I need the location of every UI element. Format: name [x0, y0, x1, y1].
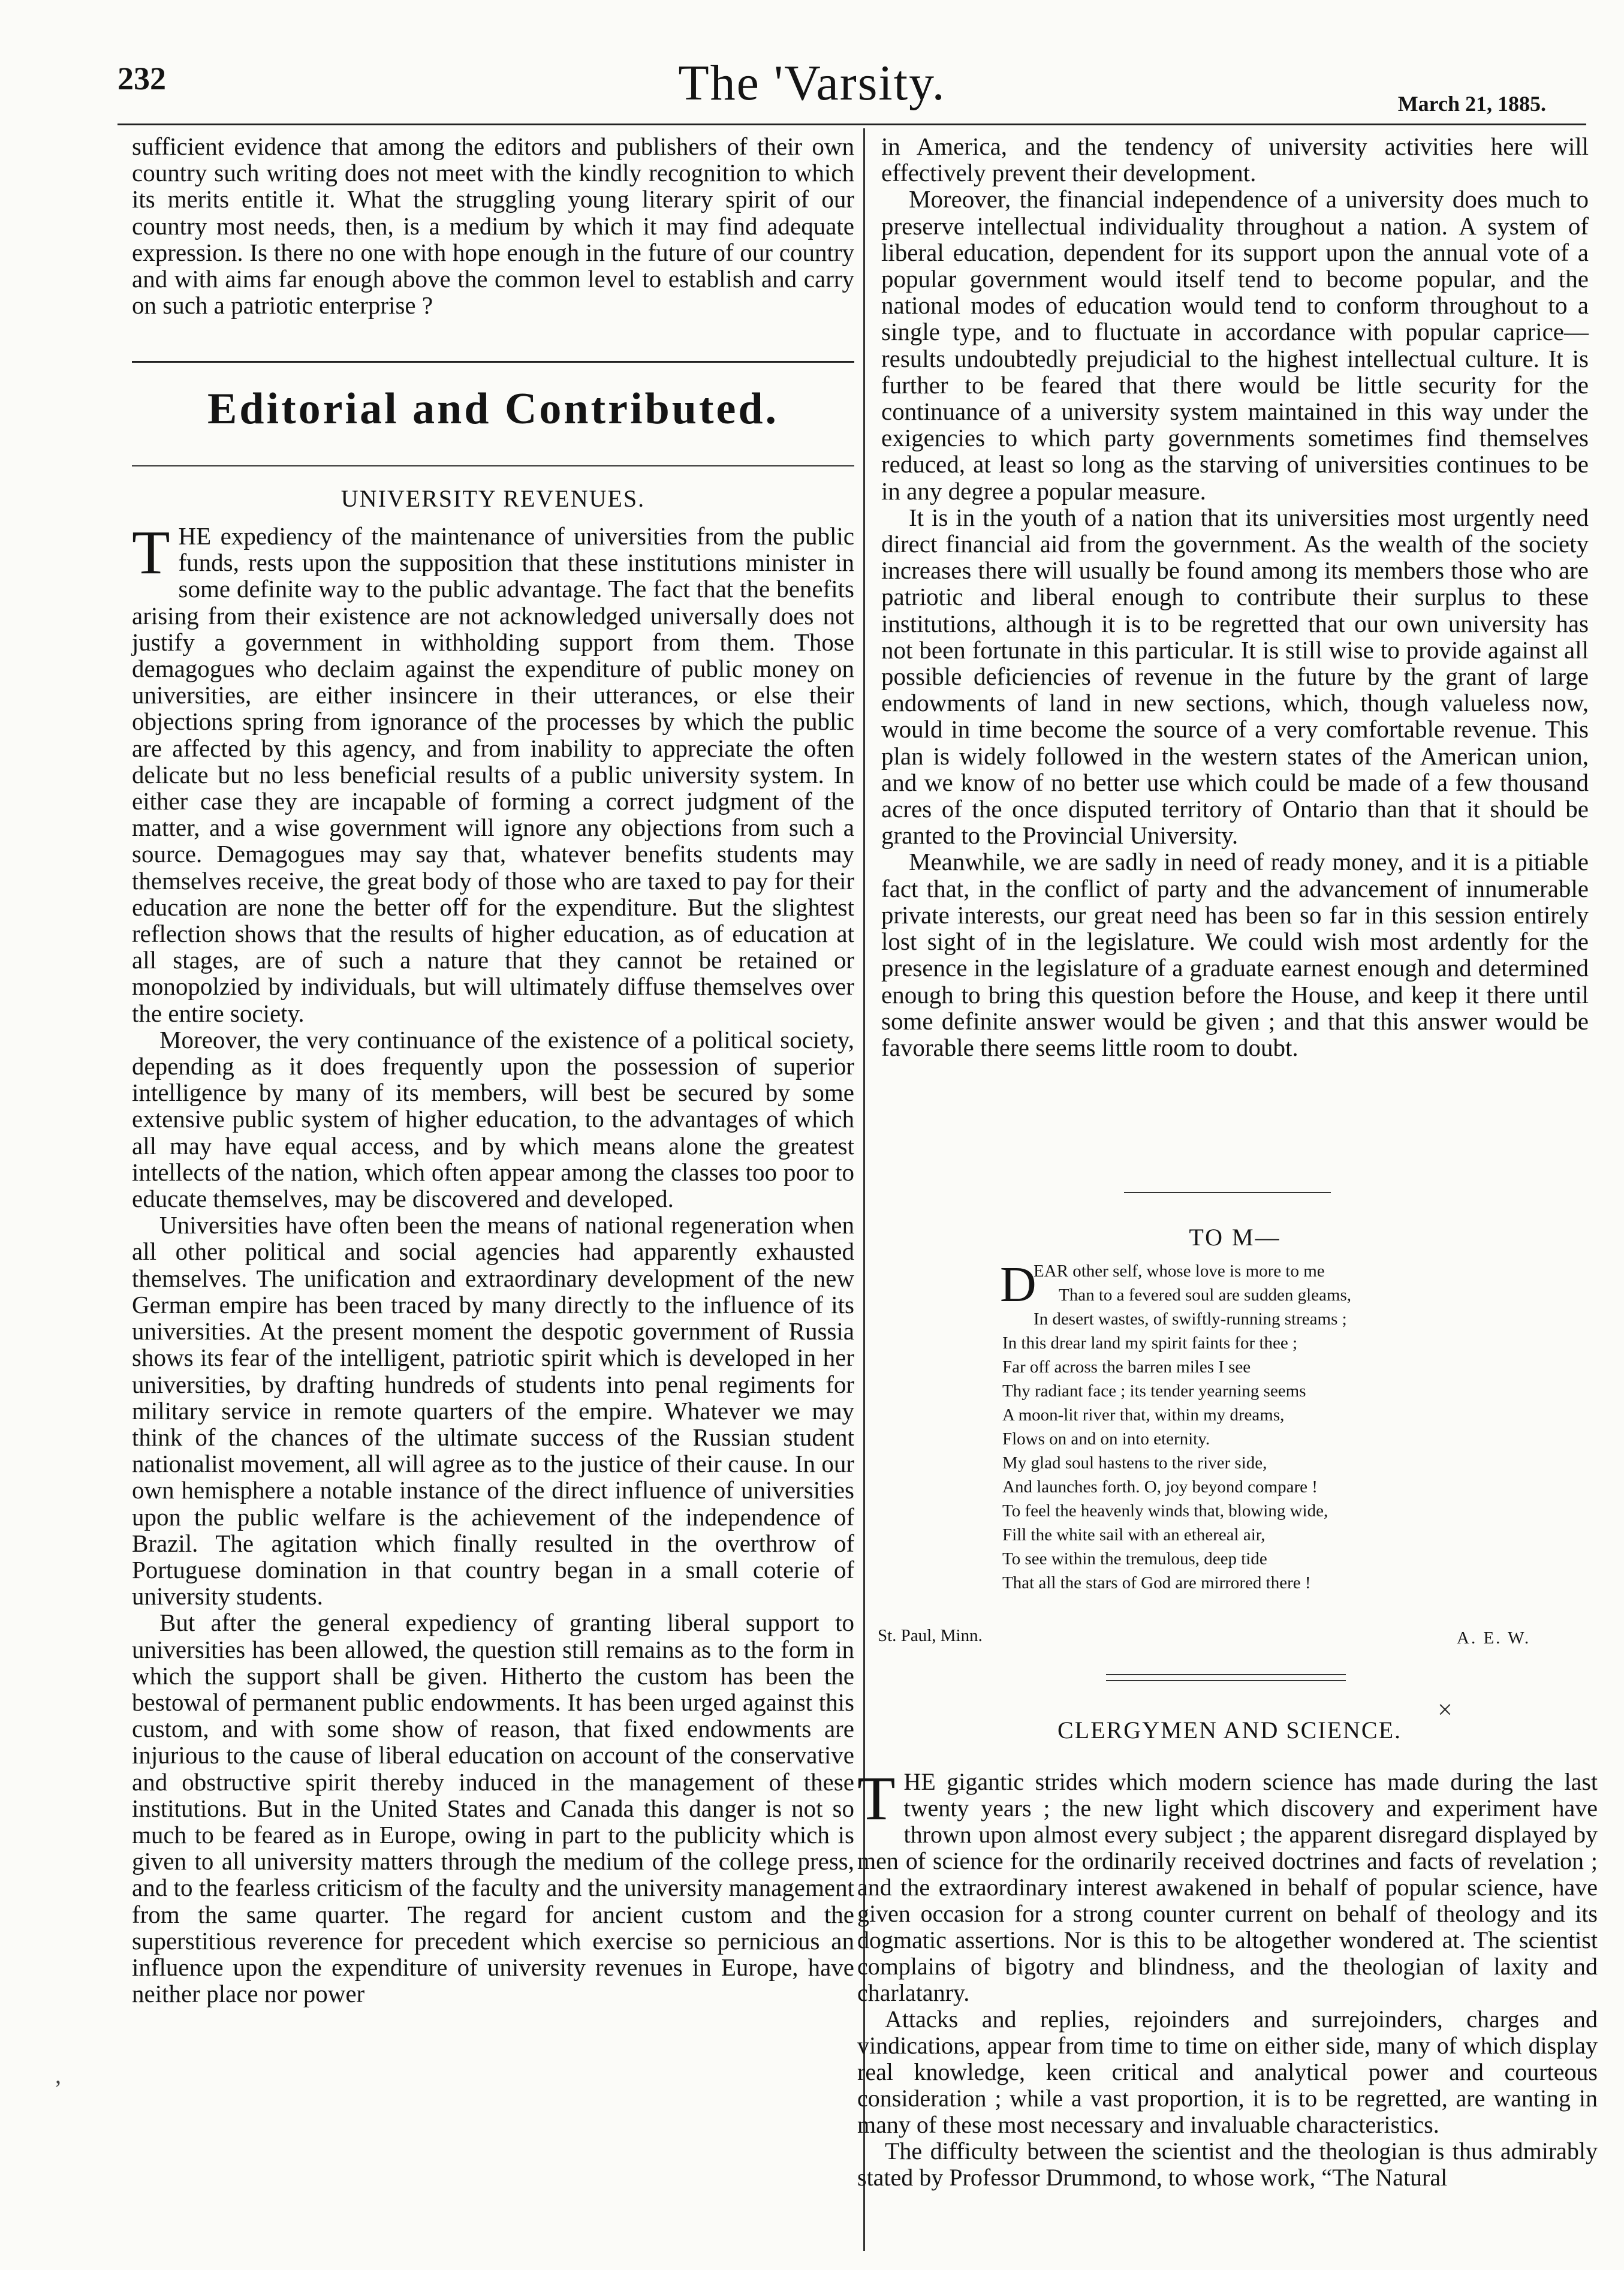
article-paragraph: Moreover, the financial independence of a university does much to preserve intellectual individuality throughout a nation. A system of liberal education, dependent for its support upon the annual vote of a popular government would itself tend to become popular, and the national modes of education would tend to conform throughout to a single type, and to fluctuate in accordance with popular caprice—results undoubtedly prejudicial to the highest intellectual culture. It is further to be feared that there would be little security for the continuance of a university system maintained in this way under the exigencies to which party governments sometimes find themselves reduced, at least so long as the starving of universities continues to be in any degree a popular measure. [881, 185, 1589, 505]
drop-cap: T [132, 518, 170, 587]
poem-line: EAR other self, whose love is more to me [1034, 1262, 1325, 1281]
article-paragraph: in America, and the tendency of university activities here will effectively prevent their development. [881, 133, 1589, 187]
left-column-top [132, 133, 854, 318]
article-clergymen-body [857, 1764, 1598, 2191]
masthead-title: The 'Varsity. [678, 55, 946, 111]
article-paragraph [857, 1764, 1598, 2006]
article-paragraph: It is in the youth of a nation that its universities most urgently need direct financial aid from the government. As the wealth of the society increases there will usually be found among its members those who are patriotic and liberal enough to contribute their surplus to these institutions, although it is to be regretted that our own university has not been fortunate in this particular. It is still wise to provide against all possible deficiencies of revenue in the future by the grant of large endowments of land in new sections, which, though valueless now, would in time become the source of a very comfortable revenue. This plan is widely followed in the western states of the American union, and we know of no better use which could be made of a few thousand acres of the once disputed territory of Ontario than that it should be granted to the Provincial University. [881, 503, 1589, 850]
article-paragraph-text: HE gigantic strides which modern science has made during the last twenty years ; the new light which discovery and experiment have thrown upon almost every subject ; the apparent disregard displayed by men of science for the ordinarily received doctrines and facts of revelation ; and the extraordinary interest awakened in behalf of popular science, have given occasion for a strong counter current on behalf of theology and its dogmatic assertions. Nor is this to be altogether wondered at. The scientist complains of bigotry and blindness, and the theologian of laxity and charlatanry. [857, 1768, 1598, 2006]
header-rule [117, 124, 1586, 125]
poem-title: TO M— [1189, 1224, 1281, 1251]
poem-line: To see within the tremulous, deep tide [1002, 1549, 1267, 1568]
poem-line: Flows on and on into eternity. [1002, 1429, 1210, 1449]
article-revenues-body [132, 518, 854, 2008]
article-paragraph [132, 518, 854, 1027]
cross-mark: × [1438, 1695, 1453, 1724]
poem-line: Fill the white sail with an ethereal air, [1002, 1525, 1266, 1545]
section-rule-top [132, 361, 854, 363]
page-number: 232 [117, 61, 166, 97]
issue-date: March 21, 1885. [1397, 92, 1546, 116]
margin-mark: ’ [54, 2075, 62, 2102]
article-revenues-continuation [881, 133, 1589, 1061]
article-paragraph-text: HE expediency of the maintenance of universities from the public funds, rests upon the supposition that these institutions minister in some definite way to the public advantage. The fact that the benefits arising from their existence are not acknowledged universally does not justify a government in withholding support from them. Those demagogues who declaim against the expenditure of public money on universities, are either insincere in their utterances, or else their objections spring from ignorance of the processes by which the public are affected by this agency, and from inability to appreciate the often delicate but no less beneficial results of a public university system. In either case they are incapable of forming a correct judgment of the matter, and a wise government will ignore any objections from such a source. Demagogues may say that, whatever benefits students may themselves receive, the great body of those who are taxed to pay for their education are none the better off for the expenditure. But the slightest reflection shows that the results of higher education, as of education at all stages, are of such a nature that they cannot be retained or monopolzied by individuals, but will ultimately diffuse themselves over the entire society. [132, 522, 854, 1027]
poem-place: St. Paul, Minn. [878, 1626, 983, 1645]
article-paragraph: Universities have often been the means of national regeneration when all other political and social agencies had apparently exhausted themselves. The unification and extraordinary development of the new German empire has been traced by many directly to the influence of its universities. At the present moment the despotic government of Russia shows its fear of the intelligent, patriotic spirit which is developed in her universities, by drafting hundreds of students into penal regiments for military service in remote quarters of the empire. Whatever we may think of the chances of the ultimate success of the Russian student nationalist movement, all will agree as to the justice of their cause. In our own hemisphere a notable instance of the direct influence of universities upon the public welfare is the achievement of the independence of Brazil. The agitation which finally resulted in the overthrow of Portuguese domination in that country began in a small coterie of university students. [132, 1211, 854, 1610]
drop-cap: T [857, 1764, 896, 1833]
poem-line: Than to a fevered soul are sudden gleams, [1059, 1285, 1351, 1305]
poem-line: Thy radiant face ; its tender yearning seems [1002, 1381, 1306, 1401]
poem-line: A moon-lit river that, within my dreams, [1002, 1405, 1285, 1425]
article-paragraph: Moreover, the very continuance of the existence of a political society, depending as it does frequently upon the possession of superior intelligence by many of its members, will best be secured by some extensive public system of higher education, to the advantages of which all may have equal access, and by which means alone the greatest intellects of the nation, which often appear among the classes too poor to educate themselves, may be discovered and developed. [132, 1025, 854, 1213]
clergy-rule-bottom [1106, 1680, 1346, 1681]
poem-signature: A. E. W. [1457, 1628, 1531, 1648]
article-paragraph: Meanwhile, we are sadly in need of ready money, and it is a pitiable fact that, in the conflict of party and the advancement of innumerable private interests, our great need has been so far in this session entirely lost sight of in the legislature. We could wish most ardently for the presence in the legislature of a graduate earnest enough and determined enough to bring this question before the House, and keep it there until some definite answer would be given ; and that this answer would be favorable there seems little room to doubt. [881, 848, 1589, 1061]
poem-line: That all the stars of God are mirrored there ! [1002, 1573, 1311, 1592]
poem-line: And launches forth. O, joy beyond compare ! [1002, 1477, 1318, 1497]
poem-line: In this drear land my spirit faints for thee ; [1002, 1333, 1298, 1353]
clergy-rule-top [1106, 1674, 1346, 1675]
article-paragraph: Attacks and replies, rejoinders and surrejoinders, charges and vindications, appear from time to time on either side, many of which display real knowledge, keen critical and analytical power and courteous consideration ; while a vast proportion, it is to be regretted, are wanting in many of these most necessary and invaluable characteristics. [857, 2006, 1598, 2138]
continued-paragraph: sufficient evidence that among the editors and publishers of their own country such writing does not meet with the kindly recognition to which its merits entitle it. What the struggling young literary spirit of our country most needs, then, is a medium by which it may find adequate expression. Is there no one with hope enough in the future of our country and with aims far enough above the common level to establish and carry on such a patriotic enterprise ? [132, 133, 854, 320]
article-paragraph: The difficulty between the scientist and the theologian is thus admirably stated by Professor Drummond, to whose work, “The Natural [857, 2137, 1598, 2191]
poem-line: In desert wastes, of swiftly-running streams ; [1034, 1309, 1347, 1329]
section-rule-bottom [132, 465, 854, 466]
poem-drop-cap: D [1000, 1257, 1037, 1312]
article-paragraph: But after the general expediency of granting liberal support to universities has been allowed, the question still remains as to the form in which the support shall be given. Hitherto the custom has been the bestowal of permanent public endowments. It has been urged against this custom, and with some show of reason, that fixed endowments are injurious to the cause of liberal education on account of the conservative and obstructive spirit thereby induced in the management of these institutions. But in the United States and Canada this danger is not so much to be feared as in Europe, owing in part to the publicity which is given to all university matters through the medium of the college press, and to the fearless criticism of the faculty and the university management from the same quarter. The regard for ancient custom and the superstitious reverence for precedent which exercise so pernicious an influence upon the expenditure of university revenues in Europe, have neither place nor power [132, 1609, 854, 2008]
poem-rule-top [1124, 1192, 1331, 1193]
article-title-revenues: UNIVERSITY REVENUES. [341, 485, 646, 512]
poem-line: To feel the heavenly winds that, blowing wide, [1002, 1501, 1328, 1521]
poem-line: My glad soul hastens to the river side, [1002, 1453, 1267, 1473]
section-heading: Editorial and Contributed. [207, 384, 779, 433]
poem-line: Far off across the barren miles I see [1002, 1357, 1251, 1377]
page-header [0, 0, 1624, 120]
article-title-clergymen: CLERGYMEN AND SCIENCE. [1057, 1717, 1402, 1744]
poem-body [1002, 1259, 1572, 1595]
